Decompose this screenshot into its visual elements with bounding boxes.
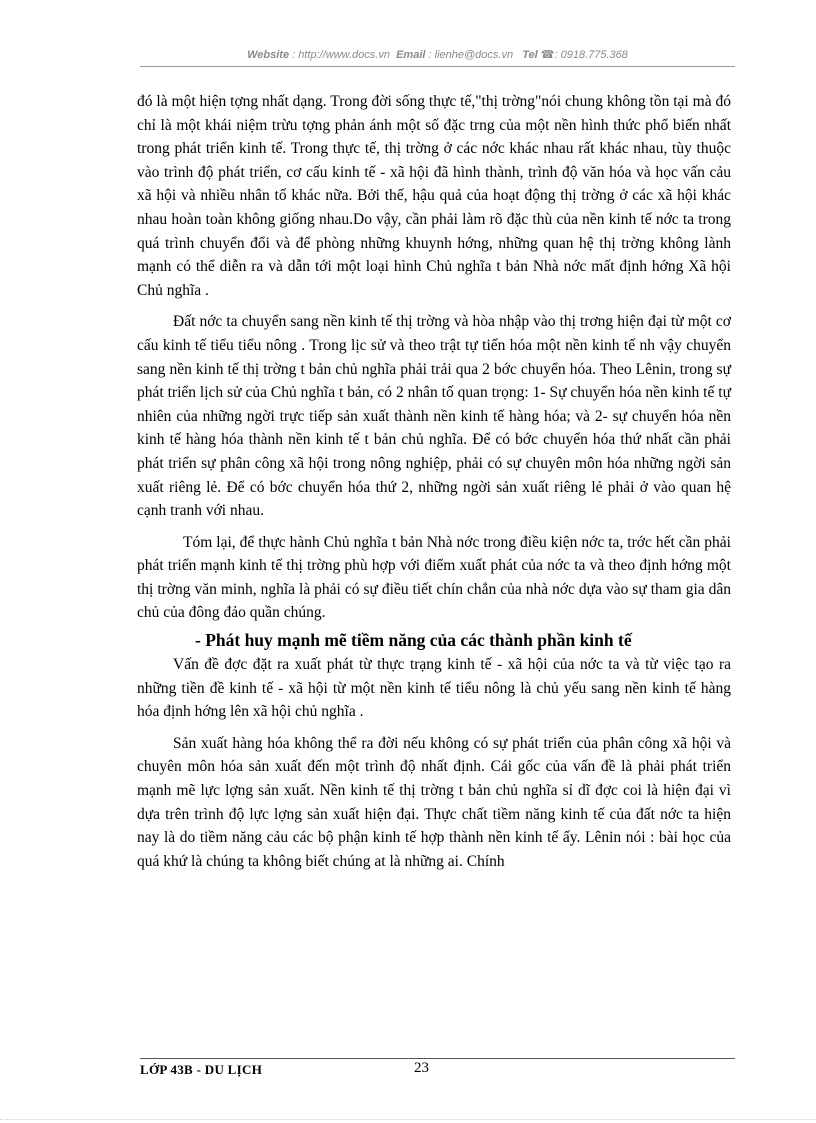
website-label: Website (247, 49, 290, 61)
footer-divider (140, 1058, 735, 1059)
footer-class-label: LỚP 43B - DU LỊCH (140, 1062, 263, 1077)
header-divider (140, 66, 735, 67)
page-edge (0, 1119, 816, 1120)
page-header (140, 48, 735, 61)
email-label: Email (396, 49, 426, 61)
email-address[interactable]: : lienhe@docs.vn (428, 49, 514, 61)
section-heading: - Phát huy mạnh mẽ tiềm năng của các thành phần kinh tế (195, 630, 632, 651)
website-url[interactable]: : http://www.docs.vn (292, 49, 390, 61)
tel-number: ☎: 0918.775.368 (540, 49, 628, 61)
tel-label: Tel (522, 49, 538, 61)
page-number: 23 (414, 1060, 429, 1076)
section-paragraph-1: Vấn đề đợc đặt ra xuất phát từ thực trạng kinh tế - xã hội của nớc ta và từ việc tạo ra những tiền đề kinh tế - xã hội từ một nền kinh tế tiểu nông là chủ yếu sang nền kinh tế hàng hóa định hớng lên xã hội chủ nghĩa . (137, 656, 731, 721)
document-body (137, 90, 731, 873)
paragraph-2: Đất nớc ta chuyển sang nền kinh tế thị trờng và hòa nhập vào thị trơng hiện đại từ một cơ cấu kinh tế tiểu tiểu nông . Trong lịc sử và theo trật tự tiến hóa một nền kinh tế nh vậy chuyển sang nền kinh tế thị trờng t bản chủ nghĩa phải trải qua 2 bớc chuyển hóa. Theo Lênin, trong sự phát triển lịch sử của Chủ nghĩa t bản, có 2 nhân tố quan trọng: 1- Sự chuyển hóa nền kinh tế tự nhiên của những ngời trực tiếp sản xuất thành nền kinh tế hàng hóa; và 2- sự chuyển hóa nền kinh tế hàng hóa thành nền kinh tế t bản chủ nghĩa. Để có bớc chuyển hóa thứ nhất cần phải phát triển sự phân công xã hội trong nông nghiệp, phải có sự chuyên môn hóa những ngời sản xuất riêng lẻ. Để có bớc chuyển hóa thứ 2, những ngời sản xuất riêng lẻ phải ở vào quan hệ cạnh tranh với nhau. (137, 313, 731, 520)
paragraph-3: Tóm lại, để thực hành Chủ nghĩa t bản Nhà nớc trong điều kiện nớc ta, trớc hết cần phải phát triển mạnh kinh tế thị trờng phù hợp với điểm xuất phát của nớc ta và theo định hớng một thị trờng văn minh, nghĩa là phải có sự điều tiết chín chắn của nhà nớc dựa vào sự tham gia dân chủ của đông đảo quần chúng. (137, 533, 731, 622)
section-paragraph-2: Sản xuất hàng hóa không thể ra đời nếu không có sự phát triển của phân công xã hội và chuyên môn hóa sản xuất đến một trình độ nhất định. Cái gốc của vấn đề là phải phát triển mạnh mẽ lực lợng sản xuất. Nền kinh tế thị trờng t bản chủ nghĩa sỉ dĩ đợc coi là hiện đại vì dựa trên trình độ lực lợng sản xuất hiện đại. Thực chất tiềm năng kinh tế của đất nớc ta hiện nay là do tiềm năng cảu các bộ phận kinh tế hợp thành nền kinh tế ấy. Lênin nói : bài học của quá khứ là chúng ta không biết chúng at là những ai. Chính (137, 734, 731, 870)
paragraph-1: đó là một hiện tợng nhất dạng. Trong đời sống thực tế,"thị trờng"nói chung không tồn tại mà đó chỉ là một khái niệm trừu tợng phản ánh một số đặc trng của một nền hình thức phổ biến nhất trong phát triển kinh tế. Trong thực tế, thị trờng ở các nớc khác nhau rất khác nhau, tùy thuộc vào trình độ phát triển, cơ cấu kinh tế - xã hội đã hình thành, trình độ văn hóa và học vấn cảu xã hội và nhiều nhân tố khác nữa. Bởi thế, hậu quả của hoạt động thị trờng ở các xã hội khác nhau hoàn toàn không giống nhau.Do vậy, cần phải làm rõ đặc thù của nền kinh tế nớc ta trong quá trình chuyển đổi và để phòng những khuynh hớng, những quan hệ thị trờng không lành mạnh có thể diễn ra và dẫn tới một loại hình Chủ nghĩa t bản Nhà nớc mất định hớng Xã hội Chủ nghĩa . (137, 93, 731, 299)
